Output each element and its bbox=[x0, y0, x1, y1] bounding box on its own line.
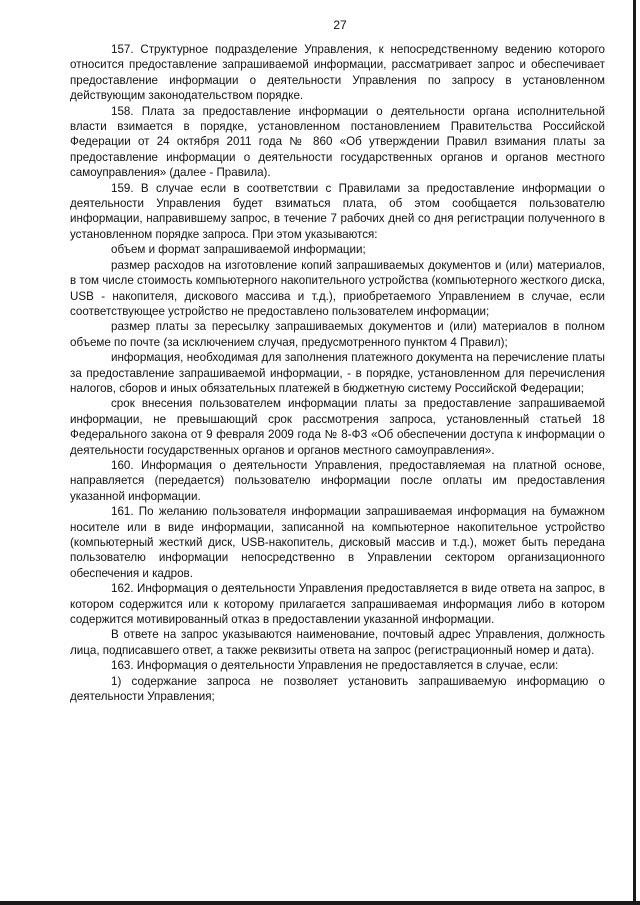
list-item-payment-deadline: срок внесения пользователем информации платы за предоставление запрашиваемой информации, не превышающий срок рассмотрения запроса, установленный статьей 18 Федерального закона от 9 февраля 2009 года № 8-ФЗ «Об обеспечении доступа к информации о деятельности государственных органов и органов местного самоуправления». bbox=[70, 397, 605, 457]
document-body bbox=[70, 42, 605, 704]
paragraph-response-details: В ответе на запрос указываются наименование, почтовый адрес Управления, должность лица, подписавшего ответ, а также реквизиты ответа на запрос (регистрационный номер и дата). bbox=[70, 628, 605, 657]
paragraph-163: 163. Информация о деятельности Управления не предоставляется в случае, если: bbox=[111, 659, 559, 673]
paragraph-161: 161. По желанию пользователя информации запрашиваемая информация на бумажном носителе или в виде информации, записанной на компьютерное накопительное устройство (компьютерный жесткий диск, USB-накопитель, дисковый массив и т.д.), может быть передана пользователю информации непосредственно в Управлении сектором организационного обеспечения и кадров. bbox=[70, 505, 605, 580]
paragraph-162: 162. Информация о деятельности Управления предоставляется в виде ответа на запрос, в котором содержится или к которому прилагается запрашиваемая информация либо в котором содержится мотивированный отказ в предоставлении указанной информации. bbox=[70, 582, 605, 627]
scan-bottom-edge bbox=[0, 901, 640, 905]
list-item-copy-costs: размер расходов на изготовление копий запрашиваемых документов и (или) материалов, в том числе стоимость компьютерного накопительного устройства (компьютерного жесткого диска, USB - накопителя, дискового массива и т.д.), приобретаемого Управлением в случае, если соответствующее устройство не предоставлено пользователем информации; bbox=[70, 258, 605, 318]
list-item-postage-fee: размер платы за пересылку запрашиваемых документов и (или) материалов в полном объеме по почте (за исключением случая, предусмотренного пунктом 4 Правил); bbox=[70, 320, 605, 349]
scan-right-edge bbox=[633, 0, 636, 905]
list-item-1: 1) содержание запроса не позволяет установить запрашиваемую информацию о деятельности Управления; bbox=[70, 674, 605, 704]
list-item-volume-format: объем и формат запрашиваемой информации; bbox=[111, 243, 366, 257]
paragraph-158: 158. Плата за предоставление информации о деятельности органа исполнительной власти взимается в порядке, установленном постановлением Правительства Российской Федерации от 24 октября 2011 года № 860 «Об утверждении Правил взимания платы за предоставление информации о деятельности государственных органов и органов местного самоуправления» (далее - Правила). bbox=[70, 104, 605, 180]
list-item-payment-info: информация, необходимая для заполнения платежного документа на перечисление платы за предоставление запрашиваемой информации, - в порядке, установленном для перечисления налогов, сборов и иных обязательных платежей в бюджетную систему Российской Федерации; bbox=[70, 351, 605, 395]
paragraph-160: 160. Информация о деятельности Управления, предоставляемая на платной основе, направляется (передается) пользователю информации после оплаты им предоставления указанной информации. bbox=[70, 458, 605, 503]
paragraph-157: 157. Структурное подразделение Управления, к непосредственному ведению которого относится предоставление запрашиваемой информации, рассматривает запрос и обеспечивает предоставление информации о деятельности Управления по запросу в установленном действующим законодательством порядке. bbox=[70, 43, 605, 103]
page-number: 27 bbox=[333, 18, 347, 32]
paragraph-159: 159. В случае если в соответствии с Правилами за предоставление информации о деятельности Управления будет взиматься плата, об этом сообщается пользователю информации, направившему запрос, в течение 7 рабочих дней со дня регистрации полученного в установленном порядке запроса. При этом указываются: bbox=[70, 181, 605, 241]
